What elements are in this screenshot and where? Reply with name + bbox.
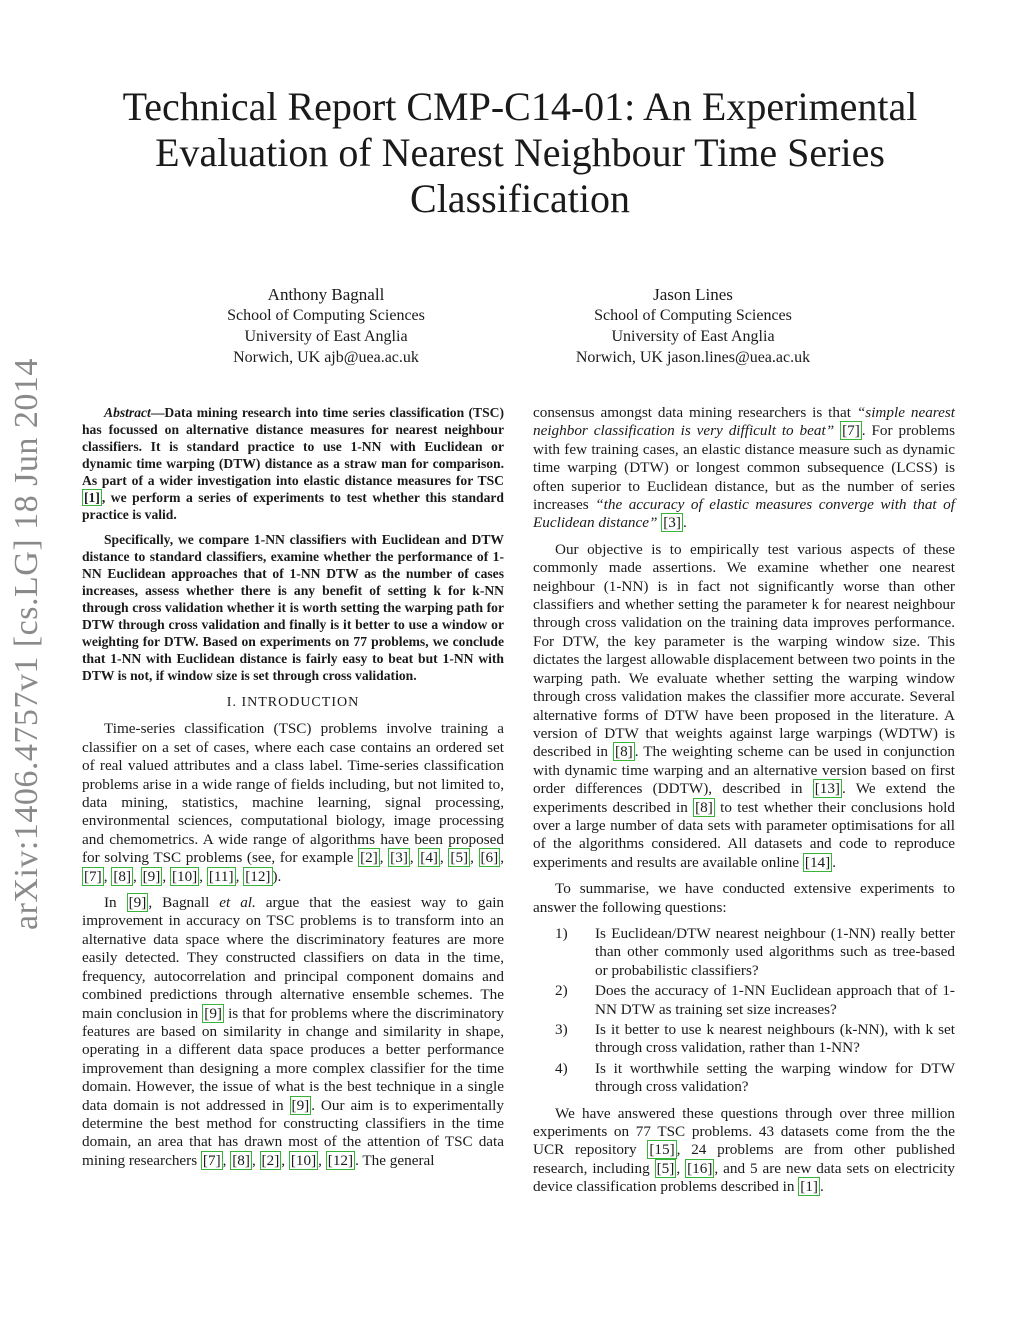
intro-paragraph-2: In [9] , Bagnall et al. argue that the easiest way to gain improvement in accuracy on TSC problems is to transform into an alternative data space where the discriminatory features are more easily detected. They constructed classifiers on data in the time, frequency, autocorrelation and principal component domains and combined predictions through alternative ensemble schemes. The main conclusion in [9] is that for problems where the discriminatory features are based on similarity in change and similarity in shape, operating in a different data space produces a better performance improvement than designing a more complex classifier for the time domain. However, the issue of what is the best technique in a single data domain is not addressed in [9] . Our aim is to experimentally determine the best method for constructing classifiers in the time domain, an area that has drawn most of the attention of TSC data mining researchers [7] , [8] , [2] , [10] , [12] . The general bbox=[82, 894, 505, 1169]
abstract bbox=[82, 404, 504, 684]
citation-link[interactable]: [4] bbox=[420, 849, 438, 867]
paragraph-text: argue that the easiest way to gain improvement in accuracy on TSC problems is to transform into an alternative data space where the discriminatory features are more easily detected. They constructed classifiers on data in the time, frequency, autocorrelation and principal component domains and combined predictions through alternative ensemble schemes. The main conclusion in bbox=[82, 894, 505, 1022]
paragraph-text: , bbox=[676, 1159, 686, 1177]
right-paragraph-1 bbox=[533, 404, 955, 533]
citation-link[interactable]: [10] bbox=[290, 1151, 317, 1169]
paper-title: Technical Report CMP-C14-01: An Experimental Evaluation of Nearest Neighbour Time Series Classification bbox=[122, 84, 918, 221]
citation-link[interactable]: [7] bbox=[842, 422, 860, 440]
paragraph-text: to test whether their conclusions hold over a large number of data sets with parameter optimisations for all of the algorithms considered. All datasets and code to reproduce experiments and results are available online bbox=[533, 798, 955, 871]
citation-link[interactable]: [8] bbox=[695, 798, 713, 816]
citation-link[interactable]: [8] bbox=[232, 1151, 250, 1169]
questions-list bbox=[533, 925, 955, 1097]
author-dept: School of Computing Sciences bbox=[227, 307, 425, 324]
abstract-lead: Abstract bbox=[104, 405, 151, 420]
author-contact: Norwich, UK ajb@uea.ac.uk bbox=[233, 349, 419, 366]
author-block-2 bbox=[533, 284, 853, 368]
abstract-text: , we perform a series of experiments to test whether this standard practice is valid. bbox=[82, 490, 504, 522]
paragraph-text: . For problems with few training cases, an elastic distance measure such as dynamic time warping (DTW) or longest common subsequence (LCSS) is often superior to Euclidean distance, but as the number of series increases bbox=[533, 422, 955, 514]
author-univ: University of East Anglia bbox=[244, 328, 408, 345]
citation-link[interactable]: [2] bbox=[360, 849, 378, 867]
list-text: Is it worthwhile setting the warping window for DTW through cross validation? bbox=[595, 1059, 955, 1096]
citation-link[interactable]: [9] bbox=[291, 1096, 310, 1114]
author-contact: Norwich, UK jason.lines@uea.ac.uk bbox=[575, 349, 811, 366]
citation-link[interactable]: [14] bbox=[804, 853, 831, 871]
citation-link[interactable]: [15] bbox=[649, 1141, 675, 1159]
paragraph-text: . bbox=[832, 853, 837, 871]
list-item bbox=[533, 925, 955, 980]
citation-link[interactable]: [10] bbox=[171, 867, 198, 885]
paragraph-text: . The general bbox=[355, 1151, 435, 1169]
paragraph-text: is that for problems where the discriminatory features are based on similarity in change and similarity in shape, operating in a different data space produces a better performance improvement than designing a more complex classifier for the time domain. However, the issue of what is the best technique in a single data domain is not addressed in bbox=[82, 1004, 504, 1114]
citation-link[interactable]: [9] bbox=[128, 894, 147, 912]
citation-link[interactable]: [9] bbox=[204, 1004, 222, 1022]
citation-link[interactable]: [3] bbox=[663, 514, 681, 532]
list-number: 3) bbox=[555, 1021, 568, 1038]
citation-link[interactable]: [7] bbox=[202, 1151, 221, 1169]
paragraph-text: . Our aim is to experimentally determine the best method for constructing classifiers in the time domain, an area that has drawn most of the attention of TSC data mining researchers bbox=[82, 1096, 504, 1169]
paragraph-text: . bbox=[820, 1178, 824, 1196]
intro-paragraph-1: Time-series classification (TSC) problems involve training a classifier on a set of cases, where each case contains an ordered set of real valued attributes and a class label. Time-series classification problems arise in a wide range of fields including, but not limited to, data mining, statistics, machine learning, signal processing, environmental sciences, computational biology, image processing and chemometrics. A wide range of algorithms have been proposed for solving TSC problems (see, for example [2] , [3] , [4] , [5] , [6] , [7] , [8] , [9] , [10] , [11] , [12] ). bbox=[82, 720, 505, 885]
list-number: 1) bbox=[555, 924, 568, 942]
author-name: Jason Lines bbox=[653, 285, 733, 304]
paragraph-text: . The weighting scheme can be used in conjunction with dynamic time warping and an alternative version based on first order differences (DDTW), described in bbox=[533, 743, 955, 798]
section-heading-introduction: I. INTRODUCTION bbox=[226, 695, 360, 710]
list-item bbox=[533, 1060, 955, 1097]
citation-link[interactable]: [9] bbox=[142, 867, 161, 885]
citation-link[interactable]: [5] bbox=[656, 1159, 675, 1177]
citation-link[interactable]: [13] bbox=[814, 780, 840, 798]
arxiv-side-stamp: arXiv:1406.4757v1 [cs.LG] 18 Jun 2014 bbox=[8, 358, 45, 930]
right-paragraph-3: To summarise, we have conducted extensive experiments to answer the following questions: bbox=[533, 880, 955, 916]
citation-link[interactable]: [7] bbox=[84, 867, 102, 885]
citation-link[interactable]: [12] bbox=[245, 867, 271, 885]
citation-link[interactable]: [8] bbox=[113, 867, 132, 885]
paragraph-text: Our objective is to empirically test various aspects of these commonly made assertions. We examine whether one nearest neighbour (1-NN) is in fact not significantly worse than other classifiers and whether setting the parameter k for nearest neighbour through cross validation on the training data improves performance. For DTW, the key parameter is the warping window size. This dictates the largest allowable displacement between two points in the warping path. We evaluate whether setting the warping window through cross validation makes the classifier more accurate. Several alternative forms of DTW have been proposed in the literature. A version of DTW that weights against large warpings (WDTW) is described in bbox=[533, 540, 955, 761]
paragraph-text: , Bagnall bbox=[148, 894, 220, 912]
citation-link[interactable]: [1] bbox=[800, 1178, 818, 1196]
citation-link[interactable]: [2] bbox=[261, 1151, 280, 1169]
paragraph-text: ). bbox=[272, 867, 282, 885]
paragraph-text: , 24 problems are from other published research, including bbox=[533, 1141, 955, 1177]
citation-link[interactable]: [3] bbox=[390, 849, 408, 867]
abstract-paragraph-1 bbox=[82, 404, 504, 523]
author-name: Anthony Bagnall bbox=[267, 285, 385, 304]
abstract-text: —Data mining research into time series classification (TSC) has focussed on alternative distance measures for nearest neighbour classifiers. It is standard practice to use 1-NN with Euclidean or dynamic time warping (DTW) distance as a straw man for comparison. As part of a wider investigation into elastic distance measures for TSC bbox=[82, 405, 504, 488]
paragraph-text: , and 5 are new data sets on electricity device classification problems described in bbox=[533, 1159, 956, 1196]
paragraph-text: consensus amongst data mining researchers is that bbox=[533, 404, 857, 421]
citation-link[interactable]: [6] bbox=[480, 849, 499, 867]
list-text: Is Euclidean/DTW nearest neighbour (1-NN) really better than other commonly used algorithms such as tree-based or probabilistic classifiers? bbox=[595, 924, 955, 979]
citation-link[interactable]: [11] bbox=[208, 867, 234, 885]
list-item bbox=[533, 982, 955, 1019]
paragraph-text: Time-series classification (TSC) problems involve training a classifier on a set of cases, where each case contains an ordered set of real valued attributes and a class label. Time-series classification problems arise in a wide range of fields including, but not limited to, data mining, statistics, machine learning, signal processing, environmental sciences, computational biology, image processing and chemometrics. A wide range of algorithms have been proposed for solving TSC problems (see, for example bbox=[82, 720, 504, 867]
right-paragraph-2 bbox=[533, 541, 955, 872]
abstract-paragraph-2: Specifically, we compare 1-NN classifiers with Euclidean and DTW distance to standard classifiers, examine whether the performance of 1-NN Euclidean approaches that of 1-NN DTW as the number of cases increases, assess whether there is any benefit of setting k for k-NN through cross validation whether it is worth setting the warping path for DTW through cross validation and finally is it better to use a window or weighting for DTW. Based on experiments on 77 problems, we conclude that 1-NN with Euclidean distance is fairly easy to beat but 1-NN with DTW is not, if window size is set through cross validation. bbox=[82, 532, 504, 683]
citation-link[interactable]: [16] bbox=[687, 1159, 713, 1177]
paragraph-text: et al. bbox=[219, 894, 256, 912]
right-paragraph-4 bbox=[533, 1105, 955, 1197]
paragraph-text: We have answered these questions through over three million experiments on 77 TSC problems. 43 datasets come from the the UCR repository bbox=[533, 1104, 955, 1159]
author-block-1 bbox=[166, 284, 486, 368]
list-text: Does the accuracy of 1-NN Euclidean approach that of 1-NN DTW as training set size increases? bbox=[595, 982, 955, 1018]
citation-link[interactable]: [8] bbox=[615, 743, 633, 761]
list-item bbox=[533, 1021, 955, 1058]
quote-text: “simple nearest neighbor classification is very difficult to beat” bbox=[533, 404, 956, 440]
quote-text: “the accuracy of elastic measures converge with that of Euclidean distance” bbox=[533, 496, 955, 532]
citation-link[interactable]: [12] bbox=[327, 1151, 354, 1169]
citation-link[interactable]: [1] bbox=[84, 490, 100, 505]
paragraph-text: In bbox=[104, 894, 127, 912]
right-column bbox=[533, 404, 955, 1197]
paragraph-text: . bbox=[682, 514, 687, 532]
author-dept: School of Computing Sciences bbox=[594, 307, 792, 324]
citation-link[interactable]: [5] bbox=[450, 849, 469, 867]
list-number: 2) bbox=[555, 982, 568, 1000]
paragraph-text: . We extend the experiments described in bbox=[533, 780, 956, 816]
left-column bbox=[82, 404, 504, 1170]
list-number: 4) bbox=[555, 1059, 568, 1077]
list-text: Is it better to use k nearest neighbours (k-NN), with k set through cross validation, rather than 1-NN? bbox=[595, 1021, 955, 1057]
author-univ: University of East Anglia bbox=[611, 328, 775, 345]
